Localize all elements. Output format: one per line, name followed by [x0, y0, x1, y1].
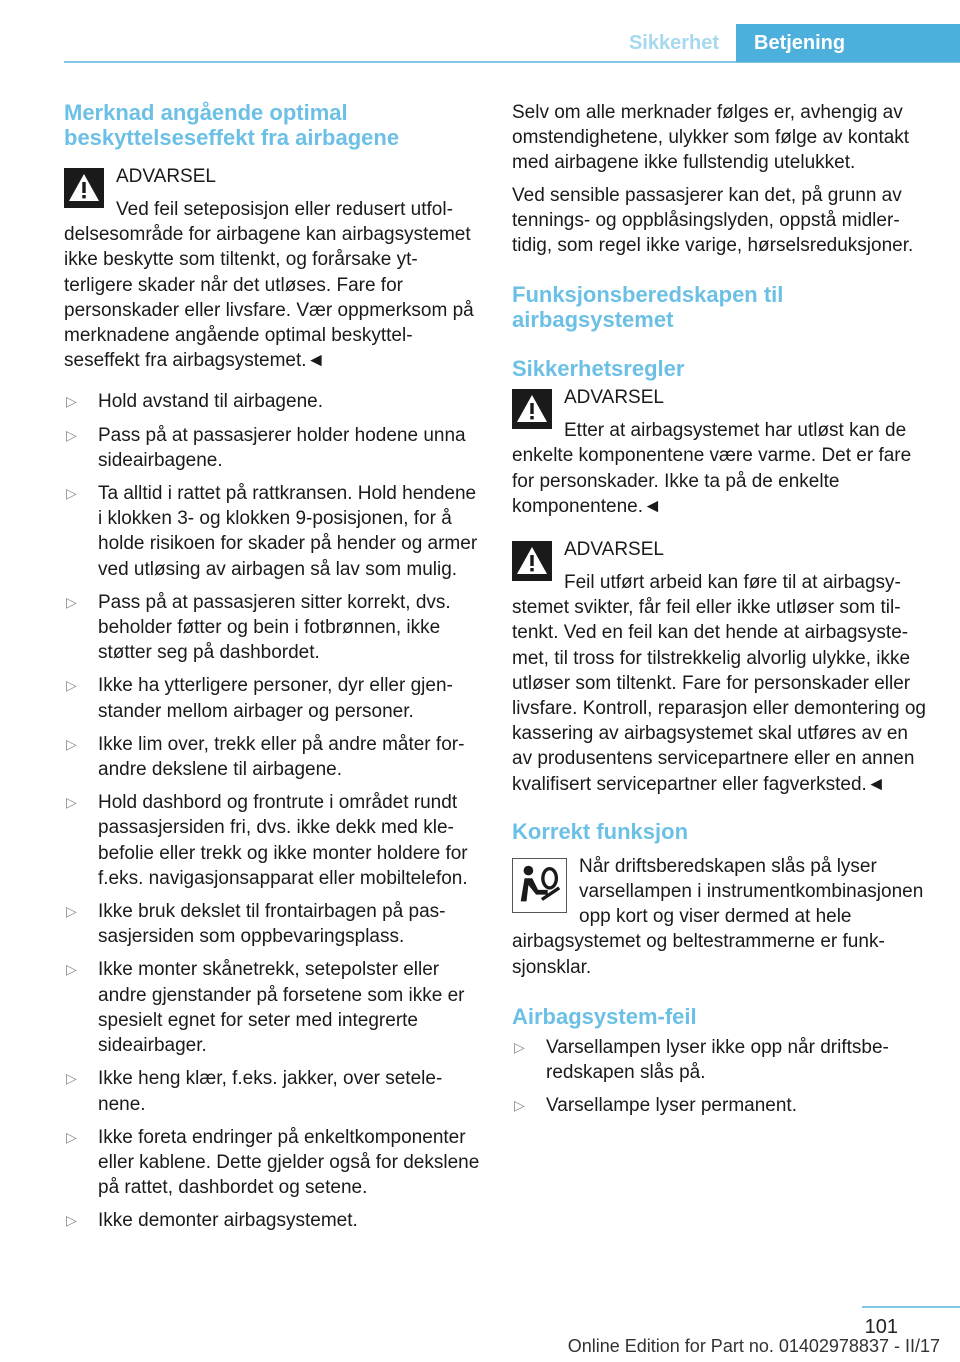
chapter-tab: Betjening	[736, 24, 960, 62]
warning-block-faulty-work	[512, 535, 930, 797]
bullet-arrow-icon: ▷	[66, 735, 77, 752]
list-item: ▷ Hold avstand til airbagene.	[64, 389, 480, 414]
right-column	[512, 100, 930, 1126]
section-tab: Sikkerhet	[628, 31, 720, 54]
section-heading-airbag-readiness: Funksjonsberedskapen til airbagsystemet	[512, 282, 784, 333]
bullet-arrow-icon: ▷	[66, 1128, 77, 1145]
warning-text: Feil utført arbeid kan føre til at airbagsystemet svikter, får feil eller ikke utløser som tiltenkt. Ved en feil kan det hende at airbagsystemet, til tross for tilstrekkelig alvorlig ulykke, ikke utløser som tiltenkt. Fare for personskader eller livsfare. Kontroll, reparasjon eller demontering og kassering av airbagsystemet skal utføres av en av produsentens servicepartnere eller en annen kvalifisert servicepartner eller fagverksted.◄	[512, 572, 926, 795]
warning-triangle-icon	[512, 541, 552, 581]
bullet-arrow-icon: ▷	[66, 1212, 77, 1229]
list-item: ▷ Ta alltid i rattet på rattkransen. Hold hendene i klokken 3- og klokken 9-posisjonen, for å holde risikoen for skader på hender og armer ved utløsing av airbagen så lav som mulig.	[64, 481, 480, 582]
list-item: ▷ Ikke demonter airbagsystemet.	[64, 1208, 480, 1233]
warning-block	[64, 162, 480, 373]
edition-line: Online Edition for Part no. 01402978837 - II/17	[567, 1336, 940, 1356]
warning-label: ADVARSEL	[116, 166, 216, 187]
bullet-arrow-icon: ▷	[66, 393, 77, 410]
list-item: ▷ Hold dashbord og frontrute i området rundt passasjersiden fri, dvs. ikke dekk med klebefolie eller trekk og ikke monter holdere for f.eks. navigasjonsapparat eller mobiltelefon.	[64, 790, 480, 891]
warning-label: ADVARSEL	[564, 387, 664, 409]
bullet-arrow-icon: ▷	[66, 903, 77, 920]
list-item: ▷ Varsellampen lyser ikke opp når driftsberedskapen slås på.	[512, 1035, 930, 1085]
intro-paragraph-2: Ved sensible passasjerer kan det, på grunn av tennings- og oppblåsingslyden, oppstå midlertidig, som regel ikke varige, hørselsreduksjoner.	[512, 184, 914, 257]
warning-triangle-icon	[64, 168, 104, 208]
bullet-arrow-icon: ▷	[66, 794, 77, 811]
bullet-arrow-icon: ▷	[514, 1097, 525, 1114]
bullet-arrow-icon: ▷	[66, 1070, 77, 1087]
bullet-arrow-icon: ▷	[66, 426, 77, 443]
warning-text: Ved feil seteposisjon eller redusert utfoldelsesområde for airbagene kan airbagsystemet ikke beskytte som tiltenkt, og forårsake ytterligere skader når det utløses. Fare for personskader eller livsfare. Vær oppmerksom på merknadene angående optimal beskyttelseseffekt fra airbagsystemet.◄	[64, 199, 474, 372]
bullet-arrow-icon: ▷	[66, 677, 77, 694]
warning-triangle-icon	[512, 389, 552, 429]
list-item: ▷ Pass på at passasjerer holder hodene unna sideairbagene.	[64, 423, 480, 473]
left-column	[64, 100, 480, 1242]
airbag-warning-lamp-icon	[512, 858, 567, 913]
footer-rule	[862, 1306, 960, 1308]
warning-label: ADVARSEL	[564, 539, 664, 561]
correct-function-text: Når driftsberedskapen slås på lyser varsellampen i instrumentkombinasjonen opp kort og viser dermed at hele airbagsystemet og beltestrammerne er funksjonsklar.	[512, 855, 924, 978]
bullet-arrow-icon: ▷	[66, 485, 77, 502]
list-item: ▷ Ikke ha ytterligere personer, dyr eller gjenstander mellom airbager og personer.	[64, 673, 480, 723]
list-item: ▷ Varsellampe lyser permanent.	[512, 1093, 930, 1118]
intro-paragraph-1: Selv om alle merknader følges er, avhengig av omstendighetene, ulykker som følge av kontakt med airbagene ikke fullstendig utelukket.	[512, 102, 910, 174]
warning-text: Etter at airbagsystemet har utløst kan de enkelte komponentene være varme. Det er fare for personskader. Ikke ta på de enkelte komponentene.◄	[512, 420, 912, 517]
subheading-safety-rules: Sikkerhetsregler	[512, 356, 685, 382]
safety-bullet-list	[64, 389, 480, 1233]
list-item: ▷ Ikke lim over, trekk eller på andre måter forandre dekslene til airbagene.	[64, 732, 480, 782]
list-item: ▷ Ikke heng klær, f.eks. jakker, over setelenene.	[64, 1066, 480, 1116]
page-number: 101	[864, 1316, 898, 1338]
subheading-correct-function: Korrekt funksjon	[512, 818, 689, 844]
subheading-airbag-fault: Airbagsystem-feil	[512, 1003, 697, 1029]
list-item: ▷ Ikke bruk dekslet til frontairbagen på passasjersiden som oppbevaringsplass.	[64, 899, 480, 949]
list-item: ▷ Ikke monter skånetrekk, setepolster eller andre gjenstander på forsetene som ikke er spesielt egnet for seter med integrerte sideairbager.	[64, 957, 480, 1058]
fault-bullet-list	[512, 1035, 930, 1119]
airbag-indicator-block	[512, 854, 930, 980]
bullet-arrow-icon: ▷	[66, 961, 77, 978]
list-item: ▷ Pass på at passasjeren sitter korrekt, dvs. beholder føtter og bein i fotbrønnen, ikke støtter seg på dashbordet.	[64, 590, 480, 666]
bullet-arrow-icon: ▷	[514, 1038, 525, 1055]
warning-block-hot-components	[512, 383, 930, 519]
section-heading-airbag-protection: Merknad angående optimal beskyttelseseffekt fra airbagene	[64, 100, 400, 150]
bullet-arrow-icon: ▷	[66, 593, 77, 610]
list-item: ▷ Ikke foreta endringer på enkeltkomponenter eller kablene. Dette gjelder også for dekslene på rattet, dashbordet og setene.	[64, 1125, 480, 1201]
